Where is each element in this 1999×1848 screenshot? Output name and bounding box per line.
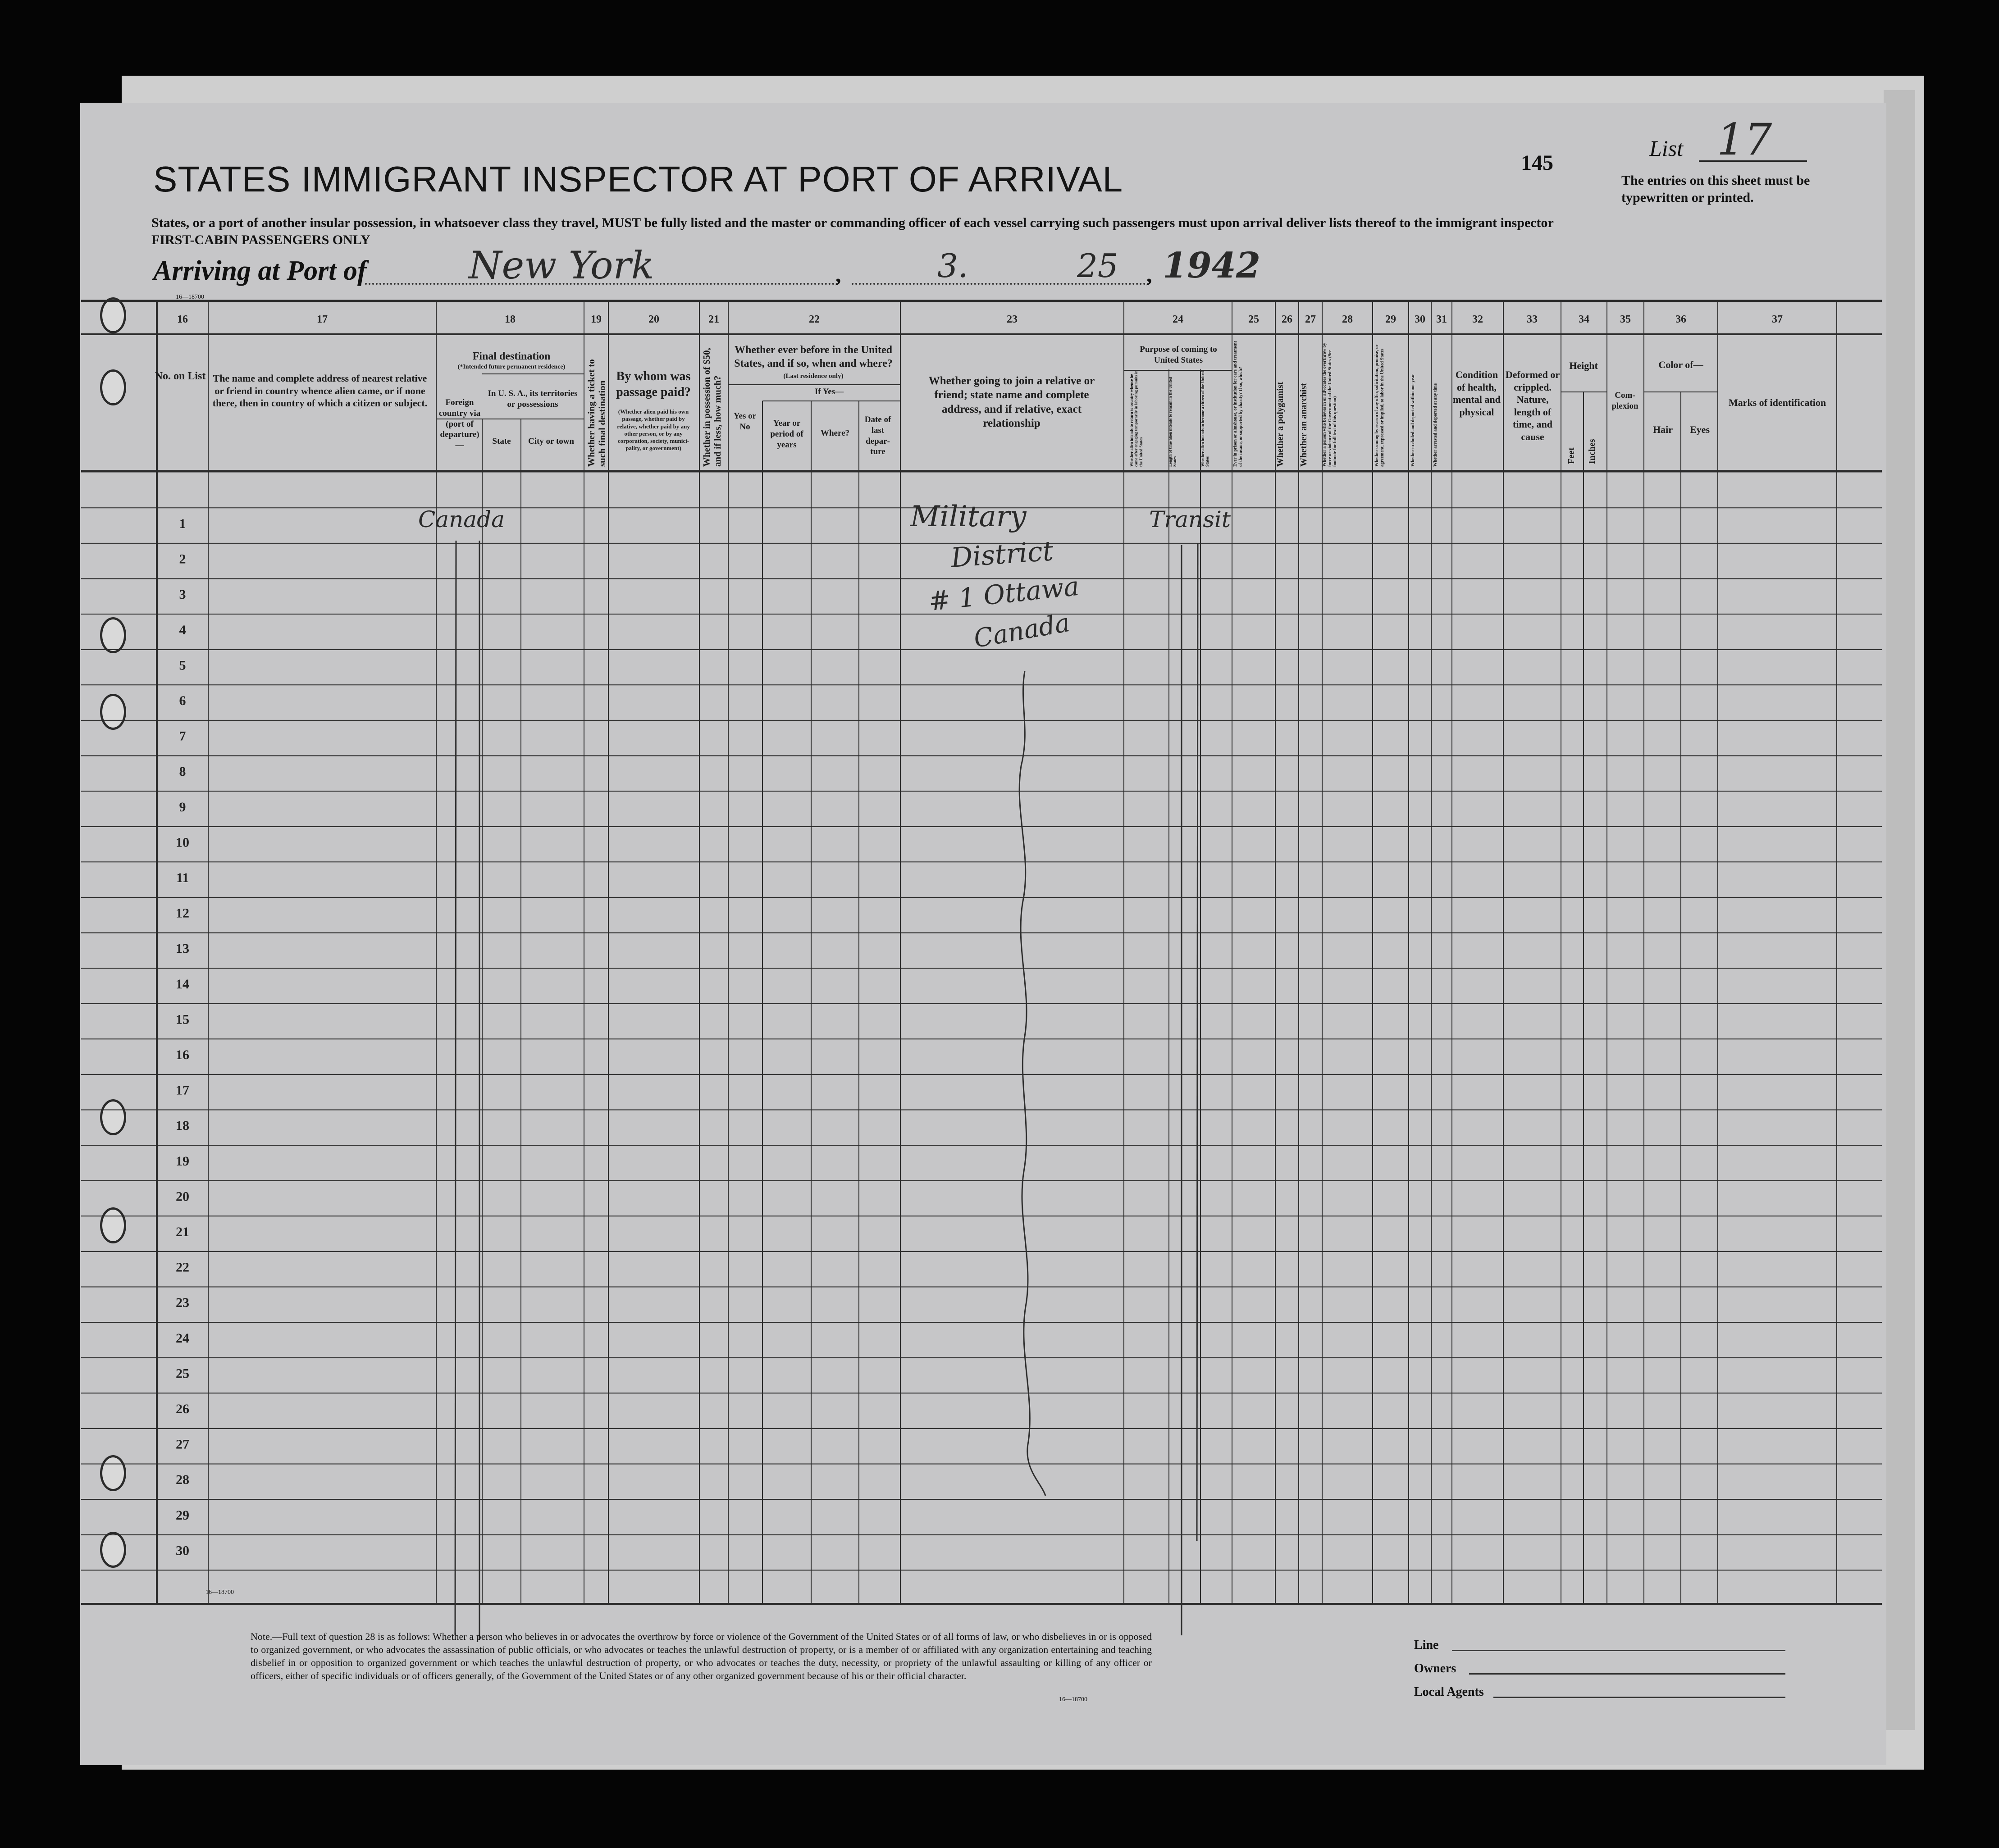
typewritten-note: The entries on this sheet must be typewritten or printed.: [1621, 173, 1810, 205]
header-complexion: Complexion: [1611, 391, 1638, 411]
column-number: 31: [1436, 314, 1447, 325]
line-label: Line: [1414, 1638, 1439, 1652]
column-number: 26: [1282, 314, 1292, 325]
column-number: 35: [1620, 314, 1631, 325]
local-agents-label: Local Agents: [1414, 1685, 1484, 1699]
row-number: 1: [179, 516, 186, 531]
row-number: 26: [176, 1402, 189, 1416]
row-number: 21: [176, 1224, 189, 1239]
page-number: 145: [1521, 151, 1553, 175]
local-agents-field: [1493, 1697, 1785, 1698]
row-number: 28: [176, 1472, 189, 1488]
column-number: 34: [1579, 314, 1589, 325]
header-q26: Whether a polygamist: [1275, 382, 1285, 467]
column-number: 32: [1472, 314, 1483, 325]
header-purpose-sub3: Whether alien intends to become a citizen of the United States: [1200, 371, 1210, 467]
list-number: 17: [1717, 114, 1772, 165]
date-month: 25: [1077, 247, 1118, 285]
header-q27: Whether an anarchist: [1299, 383, 1309, 467]
header-feet: Feet: [1566, 447, 1576, 464]
column-number: 24: [1173, 314, 1183, 325]
header-eyes: Eyes: [1690, 424, 1710, 435]
row-number: 22: [176, 1260, 189, 1275]
header-date-last-departure: Date of last departure: [864, 415, 891, 457]
entry-foreign-country-row1: Canada: [418, 506, 505, 533]
header-hair: Hair: [1653, 424, 1673, 435]
footnote: Note.—Full text of question 28 is as follows: Whether a person who believes in or advocates the overthrow by force or violence of the Government of the United States or of all forms of law, or who disbelieves in or is opposed to organized government, or who advocates the assassination of public officials, or who advocates or teaches the unlawful destruction of property, or is a member of or affiliated with any organization entertaining and teaching disbelief in or opposition to organized government or which teaches the unlawful destruction of property, or who advocates or teaches the duty, necessity, or propriety of the unlawful assaulting or killing of any officer or officers, either of specific individuals or of officers generally, of the Government of the United States or of any other organized government because of his or their official character.: [251, 1631, 1152, 1681]
row-number: 2: [179, 551, 186, 567]
row-number: 24: [176, 1330, 189, 1346]
entry-join-relative-line4: Canada: [971, 608, 1072, 654]
header-possession-50: Whether in possession of $50, and if less, how much?: [701, 348, 723, 467]
header-foreign-country: Foreign country via (port of departure)—: [438, 398, 481, 450]
header-final-destination-note: (*Intended future permanent residence): [457, 364, 566, 370]
column-number: 29: [1385, 314, 1396, 325]
column-number: 37: [1772, 314, 1783, 325]
header-by-whom-paid-note: (Whether alien paid his own passage, whether paid by relative, whether paid by any other person, or by any corporation, society, municipality, or government): [617, 408, 690, 452]
instructions-line2: FIRST-CABIN PASSENGERS ONLY: [151, 232, 370, 247]
header-purpose-sub1: Whether alien intends to return to country whence he came after engaging temporarily in laboring pursuits in the United States: [1129, 370, 1143, 467]
row-number: 29: [176, 1507, 189, 1523]
ditto-line-foreign-country: [455, 541, 456, 1635]
arriving-label: Arriving at Port of: [153, 255, 367, 286]
header-final-destination: Final destination: [472, 350, 551, 362]
row-number: 23: [176, 1295, 189, 1311]
row-number: 12: [176, 906, 189, 921]
column-number: 21: [708, 314, 719, 325]
column-number: 20: [648, 314, 659, 325]
row-number: 4: [179, 622, 186, 637]
column-number: 36: [1675, 314, 1686, 325]
row-number: 10: [176, 835, 189, 850]
header-inches: Inches: [1587, 439, 1597, 464]
header-if-yes: If Yes—: [814, 387, 844, 396]
header-year-period: Year or period of years: [770, 419, 803, 450]
instructions-line1: States, or a port of another insular possession, in whatsoever class they travel, MUST be fully listed and the master or commanding officer of each vessel carrying such passengers must upon arrival deliver lists thereof to the immigrant inspector: [151, 215, 1554, 230]
header-join-relative: Whether going to join a relative or friend; state name and complete address, and if relative, exact relationship: [928, 375, 1095, 429]
row-number: 25: [176, 1366, 189, 1381]
entry-purpose-row1: Transit: [1149, 506, 1231, 533]
row-number: 27: [176, 1437, 189, 1452]
row-number: 20: [176, 1189, 189, 1204]
entry-join-relative-line3: # 1 Ottawa: [927, 570, 1081, 617]
line-field: [1452, 1650, 1785, 1651]
row-number: 19: [176, 1153, 189, 1169]
page-title: STATES IMMIGRANT INSPECTOR AT PORT OF ARRIVAL: [153, 159, 1123, 199]
header-purpose-sub2: Length of time alien intends to remain in the United States: [1168, 377, 1177, 467]
column-number: 18: [505, 314, 516, 325]
entry-join-relative-line1: Military: [910, 500, 1027, 533]
header-where: Where?: [820, 428, 850, 438]
port-value: New York: [469, 243, 654, 287]
ditto-line-join-relative: [1019, 671, 1045, 1496]
header-in-usa: In U. S. A., its territories or possessions: [488, 389, 578, 409]
entry-join-relative-line2: District: [949, 535, 1054, 574]
header-q30: Whether excluded and deported within one year: [1410, 374, 1415, 467]
header-purpose: Purpose of coming to United States: [1140, 345, 1217, 365]
header-condition-health: Condition of health, mental and physical: [1453, 369, 1501, 418]
form-number-top: 16—18700: [176, 294, 204, 300]
header-q31: Whether arrested and deported at any time: [1433, 383, 1438, 467]
header-q25: Ever in prison or almshouse, or institution for care and treatment of the insane, or supported by charity? If so, which?: [1233, 341, 1243, 467]
header-by-whom-paid: By whom was passage paid?: [616, 369, 691, 399]
form-number-footnote: 16—18700: [1059, 1696, 1087, 1703]
ditto-line-purpose-2: [1197, 543, 1198, 1541]
column-number: 25: [1248, 314, 1259, 325]
column-number: 23: [1007, 314, 1018, 325]
row-number: 17: [176, 1083, 189, 1098]
header-q28: Whether a person who believes in or advocates the overthrow by force or violence of the Government of the United States (See footnote for full text of this question): [1322, 343, 1337, 467]
header-city: City or town: [528, 437, 575, 446]
header-no-on-list: No. on List: [155, 370, 206, 382]
row-number: 9: [179, 799, 186, 815]
header-yes-or-no: Yes or No: [733, 411, 757, 432]
header-q29: Whether coming by reason of any offer, solicitation, promise, or agreement, expressed or implied, to labor in the United States: [1374, 344, 1385, 467]
row-number: 18: [176, 1118, 189, 1133]
row-number: 6: [179, 693, 186, 708]
row-number: 5: [179, 658, 186, 673]
form-number-bottom: 16—18700: [205, 1589, 234, 1596]
row-number: 30: [176, 1543, 189, 1558]
list-label: List: [1649, 136, 1684, 161]
date-day: 3.: [937, 247, 968, 285]
column-number: 22: [809, 314, 820, 325]
header-state: State: [492, 437, 511, 446]
row-number: 8: [179, 764, 186, 779]
column-number: 16: [177, 314, 188, 325]
column-number: 19: [591, 314, 602, 325]
header-ever-before: Whether ever before in the United States, and if so, when and where?: [734, 344, 893, 369]
owners-label: Owners: [1414, 1661, 1456, 1675]
row-number: 7: [179, 728, 186, 744]
row-number: 11: [176, 870, 189, 885]
row-number: 13: [176, 941, 189, 956]
row-number: 15: [176, 1012, 189, 1027]
column-number: 28: [1342, 314, 1353, 325]
column-number: 30: [1415, 314, 1425, 325]
row-number: 14: [176, 976, 189, 992]
header-ticket: Whether having a ticket to such final destination: [586, 359, 608, 467]
column-number: 27: [1305, 314, 1316, 325]
header-marks: Marks of identification: [1728, 397, 1826, 408]
column-number: 33: [1527, 314, 1538, 325]
header-last-residence: (Last residence only): [783, 373, 844, 380]
row-number: 16: [176, 1047, 189, 1062]
header-nearest-relative: The name and complete address of nearest relative or friend in country whence alien came, or if none there, then in country of which a citizen or subject.: [212, 373, 428, 409]
row-number: 3: [179, 587, 186, 602]
header-color-of: Color of—: [1658, 359, 1703, 370]
year: 1942: [1163, 245, 1261, 286]
header-height: Height: [1569, 360, 1598, 371]
column-number: 17: [317, 314, 328, 325]
owners-field: [1469, 1673, 1785, 1675]
header-deformed: Deformed or crippled. Nature, length of time, and cause: [1505, 369, 1560, 442]
